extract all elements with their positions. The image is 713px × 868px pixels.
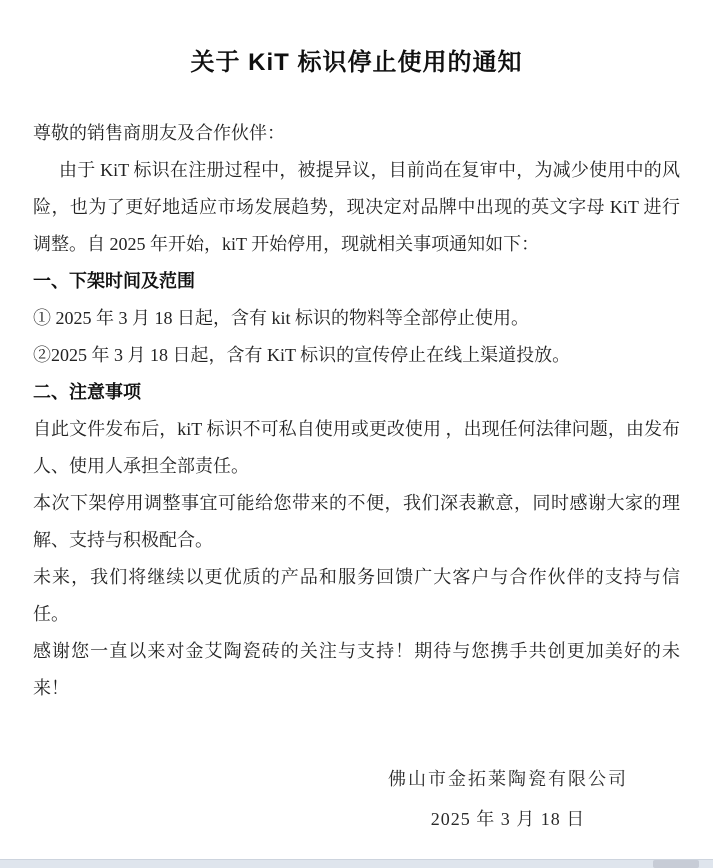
signature-date: 2025 年 3 月 18 日 — [430, 809, 586, 829]
salutation: 尊敬的销售商朋友及合作伙伴： — [33, 123, 285, 143]
section-heading-notes: 二、注意事项 — [33, 382, 141, 402]
horizontal-scrollbar-thumb[interactable] — [653, 860, 699, 868]
signature-company: 佛山市金拓莱陶瓷有限公司 — [388, 769, 628, 789]
notice-document — [0, 42, 713, 839]
intro-paragraph: 由于 KiT 标识在注册过程中，被提异议，目前尚在复审中，为减少使用中的风险，也为了更好地适应市场发展趋势，现决定对品牌中出现的英文字母 KiT 进行调整。自 2025 年开始，kiT 开始停用，现就相关事项通知如下： — [33, 160, 680, 254]
paragraph-apology: 本次下架停用调整事宜可能给您带来的不便，我们深表歉意，同时感谢大家的理解、支持与积极配合。 — [33, 493, 680, 550]
signature-inner — [388, 759, 628, 839]
horizontal-scrollbar-track[interactable] — [0, 859, 713, 868]
paragraph-liability: 自此文件发布后，kiT 标识不可私自使用或更改使用 ，出现任何法律问题，由发布人、使用人承担全部责任。 — [33, 419, 680, 476]
list-item-materials: ① 2025 年 3 月 18 日起，含有 kit 标识的物料等全部停止使用。 — [33, 308, 529, 328]
document-title: 关于 KiT 标识停止使用的通知 — [190, 49, 523, 76]
paragraph-future: 未来，我们将继续以更优质的产品和服务回馈广大客户与合作伙伴的支持与信任。 — [33, 567, 680, 624]
list-item-promotion: ②2025 年 3 月 18 日起，含有 KiT 标识的宣传停止在线上渠道投放。 — [33, 345, 571, 365]
paragraph-thanks: 感谢您一直以来对金艾陶瓷砖的关注与支持！期待与您携手共创更加美好的未来！ — [33, 641, 680, 698]
signature-block — [33, 759, 680, 839]
section-heading-scope: 一、下架时间及范围 — [33, 271, 195, 291]
